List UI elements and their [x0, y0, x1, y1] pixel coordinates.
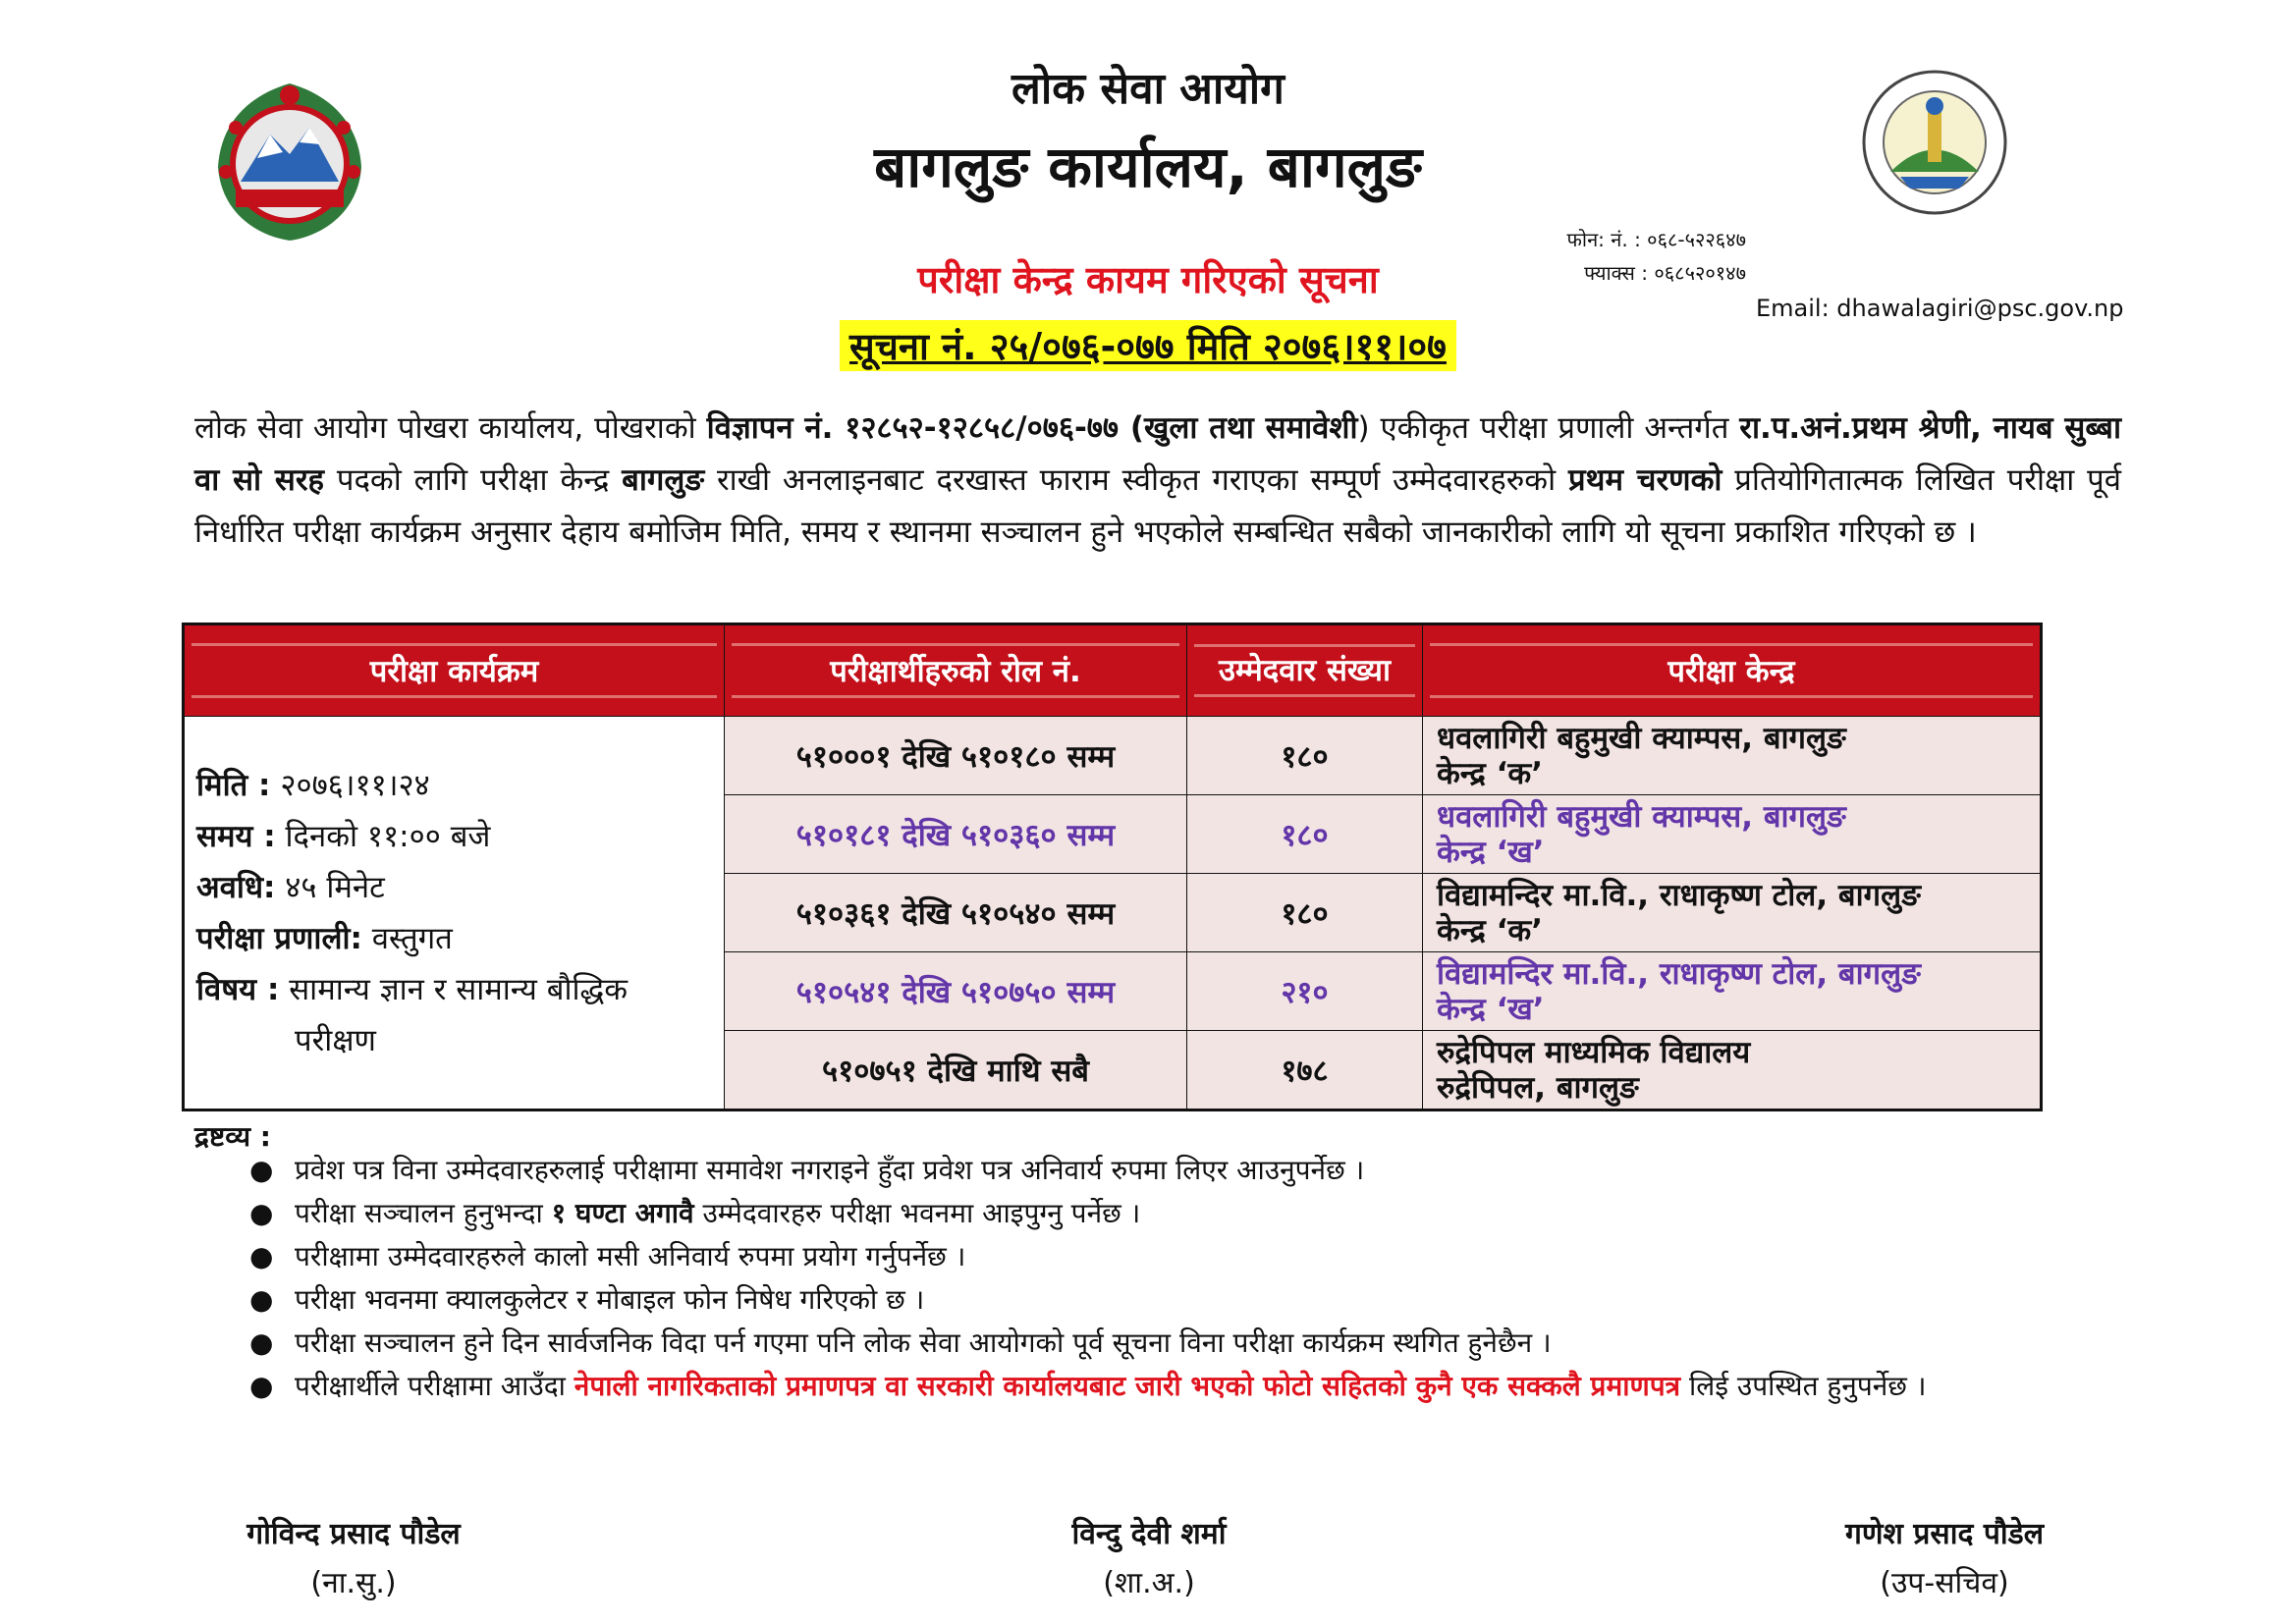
bullet-icon: ●	[249, 1154, 274, 1186]
header-roll-no	[725, 624, 1187, 717]
fax-number: फ्याक्स : ०६८५२०१४७	[1584, 261, 1746, 285]
notice-title: परीक्षा केन्द्र कायम गरिएको सूचना	[917, 258, 1379, 301]
exam-center	[1423, 717, 2042, 795]
roll-range: ५१०१८१ देखि ५१०३६० सम्म	[725, 795, 1187, 874]
exam-subject	[196, 964, 712, 1015]
center-group: केन्द्र ‘क’	[1437, 912, 1544, 948]
intro-text-3: पदको लागि परीक्षा केन्द्र	[323, 462, 623, 498]
phone-number: फोन: नं. : ०६८-५२२६४७	[1566, 228, 1746, 251]
candidate-count: १८०	[1187, 874, 1423, 952]
intro-text-4: राखी अनलाइनबाट दरखास्त फाराम स्वीकृत गराएका सम्पूर्ण उम्मेदवारहरुको	[704, 462, 1568, 498]
header-roll-no-label: परीक्षार्थीहरुको रोल नं.	[732, 643, 1179, 698]
bullet-icon: ●	[249, 1326, 274, 1359]
signatory-1-title: (ना.सु.)	[310, 1566, 397, 1600]
time-value: दिनको ११:०० बजे	[275, 818, 491, 854]
roll-range: ५१०७५१ देखि माथि सबै	[725, 1031, 1187, 1110]
roll-range: ५१०५४१ देखि ५१०७५० सम्म	[725, 952, 1187, 1031]
notes-list	[236, 1149, 2121, 1408]
intro-paragraph	[194, 403, 2121, 559]
notice-reference: सूचना नं. २५/०७६-०७७ मिति २०७६।११।०७	[840, 320, 1456, 371]
date-label: मिति :	[196, 767, 271, 803]
signatory-1-name: गोविन्द प्रसाद पौडेल	[246, 1517, 461, 1551]
note-text: उम्मेदवारहरु परीक्षा भवनमा आइपुग्नु पर्नेछ ।	[693, 1197, 1141, 1229]
exam-center	[1423, 874, 2042, 952]
exam-date	[196, 760, 712, 811]
office-title: बागलुङ कार्यालय, बागलुङ	[874, 134, 1422, 200]
duration-label: अवधि:	[196, 869, 276, 905]
intro-text-2: ) एकीकृत परीक्षा प्रणाली अन्तर्गत	[1357, 410, 1740, 446]
signatory-3-title: (उप-सचिव)	[1880, 1566, 2009, 1600]
exam-system	[196, 913, 712, 964]
bullet-icon: ●	[249, 1197, 274, 1229]
bullet-icon: ●	[249, 1240, 274, 1272]
header-exam-program	[184, 624, 725, 717]
signatory-2-name: विन्दु देवी शर्मा	[1071, 1517, 1227, 1551]
system-value: वस्तुगत	[361, 920, 453, 956]
note-emphasis-red: नेपाली नागरिकताको प्रमाणपत्र वा सरकारी कार्यालयबाट जारी भएको फोटो सहितको कुनै एक सक्कलै प्रमाणपत्र	[574, 1370, 1681, 1402]
intro-post: रा.प.अनं.प्रथम श्रेणी, नायब सुब्बा वा सो सरह	[194, 410, 2122, 498]
org-title: लोक सेवा आयोग	[1011, 64, 1285, 114]
signatory-3-name: गणेश प्रसाद पौडेल	[1844, 1517, 2045, 1551]
header-exam-center	[1423, 624, 2042, 717]
note-emphasis: १ घण्टा अगावै	[551, 1197, 694, 1229]
list-item	[236, 1322, 2121, 1365]
note-text: परीक्षा भवनमा क्यालकुलेटर र मोबाइल फोन निषेध गरिएको छ ।	[295, 1283, 925, 1316]
center-name: धवलागिरी बहुमुखी क्याम्पस, बागलुङ	[1437, 798, 1846, 835]
center-group: केन्द्र ‘ख’	[1437, 991, 1545, 1027]
bullet-icon: ●	[249, 1370, 274, 1402]
bullet-icon: ●	[249, 1283, 274, 1316]
list-item	[236, 1192, 2121, 1235]
exam-program-info	[184, 717, 725, 1110]
roll-range: ५१०००१ देखि ५१०१८० सम्म	[725, 717, 1187, 795]
list-item	[236, 1278, 2121, 1322]
center-name: विद्यामन्दिर मा.वि., राधाकृष्ण टोल, बागलुङ	[1437, 955, 1921, 992]
center-name: रुद्रेपिपल माध्यमिक विद्यालय	[1437, 1034, 1751, 1070]
notes-heading: द्रष्टव्य :	[194, 1120, 271, 1153]
intro-text-5: प्रतियोगितात्मक लिखित परीक्षा पूर्व निर्धारित परीक्षा कार्यक्रम अनुसार देहाय बमोजिम मिति, समय र स्थानमा सञ्चालन हुने भएकोले सम्बन्धित सबैको जानकारीको लागि यो सूचना प्रकाशित गरिएको छ ।	[194, 462, 2121, 550]
exam-center	[1423, 795, 2042, 874]
date-value: २०७६।११।२४	[270, 767, 430, 803]
header-candidate-count	[1187, 624, 1423, 717]
intro-phase: प्रथम चरणको	[1568, 462, 1722, 498]
candidate-count: १७८	[1187, 1031, 1423, 1110]
candidate-count: २१०	[1187, 952, 1423, 1031]
email-address: Email: dhawalagiri@psc.gov.np	[1756, 295, 2124, 322]
note-text: प्रवेश पत्र विना उम्मेदवारहरुलाई परीक्षामा समावेश नगराइने हुँदा प्रवेश पत्र अनिवार्य रुपमा लिएर आउनुपर्नेछ ।	[295, 1154, 1365, 1186]
center-group: केन्द्र ‘क’	[1437, 755, 1544, 791]
center-name: विद्यामन्दिर मा.वि., राधाकृष्ण टोल, बागलुङ	[1437, 877, 1921, 913]
exam-time	[196, 811, 712, 862]
table-row	[184, 717, 2042, 795]
subject-label: विषय :	[196, 971, 280, 1007]
center-group: रुद्रेपिपल, बागलुङ	[1437, 1069, 1639, 1106]
exam-center	[1423, 1031, 2042, 1110]
candidate-count: १८०	[1187, 795, 1423, 874]
note-text: परीक्षा सञ्चालन हुनुभन्दा	[295, 1197, 552, 1229]
list-item	[236, 1365, 2121, 1408]
duration-value: ४५ मिनेट	[275, 869, 385, 905]
subject-value: सामान्य ज्ञान र सामान्य बौद्धिक	[279, 971, 629, 1007]
signatory-2-title: (शा.अ.)	[1103, 1566, 1195, 1600]
time-label: समय :	[196, 818, 276, 854]
notice-ref-wrap	[0, 320, 2296, 371]
intro-advert-no: विज्ञापन नं. १२८५२-१२८५८/०७६-७७ (खुला तथा समावेशी	[706, 410, 1358, 446]
table-header-row	[184, 624, 2042, 717]
list-item	[236, 1149, 2121, 1192]
roll-range: ५१०३६१ देखि ५१०५४० सम्म	[725, 874, 1187, 952]
list-item	[236, 1235, 2121, 1278]
note-text: परीक्षार्थीले परीक्षामा आउँदा	[295, 1370, 574, 1402]
exam-duration	[196, 862, 712, 913]
exam-subject-cont: परीक्षण	[295, 1022, 376, 1058]
exam-schedule-table	[182, 623, 2043, 1111]
intro-text-1: लोक सेवा आयोग पोखरा कार्यालय, पोखराको	[194, 410, 707, 446]
center-group: केन्द्र ‘ख’	[1437, 834, 1545, 870]
candidate-count: १८०	[1187, 717, 1423, 795]
header-exam-program-label: परीक्षा कार्यक्रम	[191, 643, 717, 698]
center-name: धवलागिरी बहुमुखी क्याम्पस, बागलुङ	[1437, 720, 1846, 756]
intro-center: बागलुङ	[622, 462, 705, 498]
header-exam-center-label: परीक्षा केन्द्र	[1430, 643, 2033, 698]
note-text: परीक्षा सञ्चालन हुने दिन सार्वजनिक विदा पर्न गएमा पनि लोक सेवा आयोगको पूर्व सूचना विना परीक्षा कार्यक्रम स्थगित हुनेछैन ।	[295, 1326, 1552, 1359]
header-candidate-count-label: उम्मेदवार संख्या	[1194, 644, 1415, 697]
note-text: परीक्षामा उम्मेदवारहरुले कालो मसी अनिवार्य रुपमा प्रयोग गर्नुपर्नेछ ।	[295, 1240, 966, 1272]
note-text: लिई उपस्थित हुनुपर्नेछ ।	[1680, 1370, 1927, 1402]
system-label: परीक्षा प्रणाली:	[196, 920, 362, 956]
exam-center	[1423, 952, 2042, 1031]
